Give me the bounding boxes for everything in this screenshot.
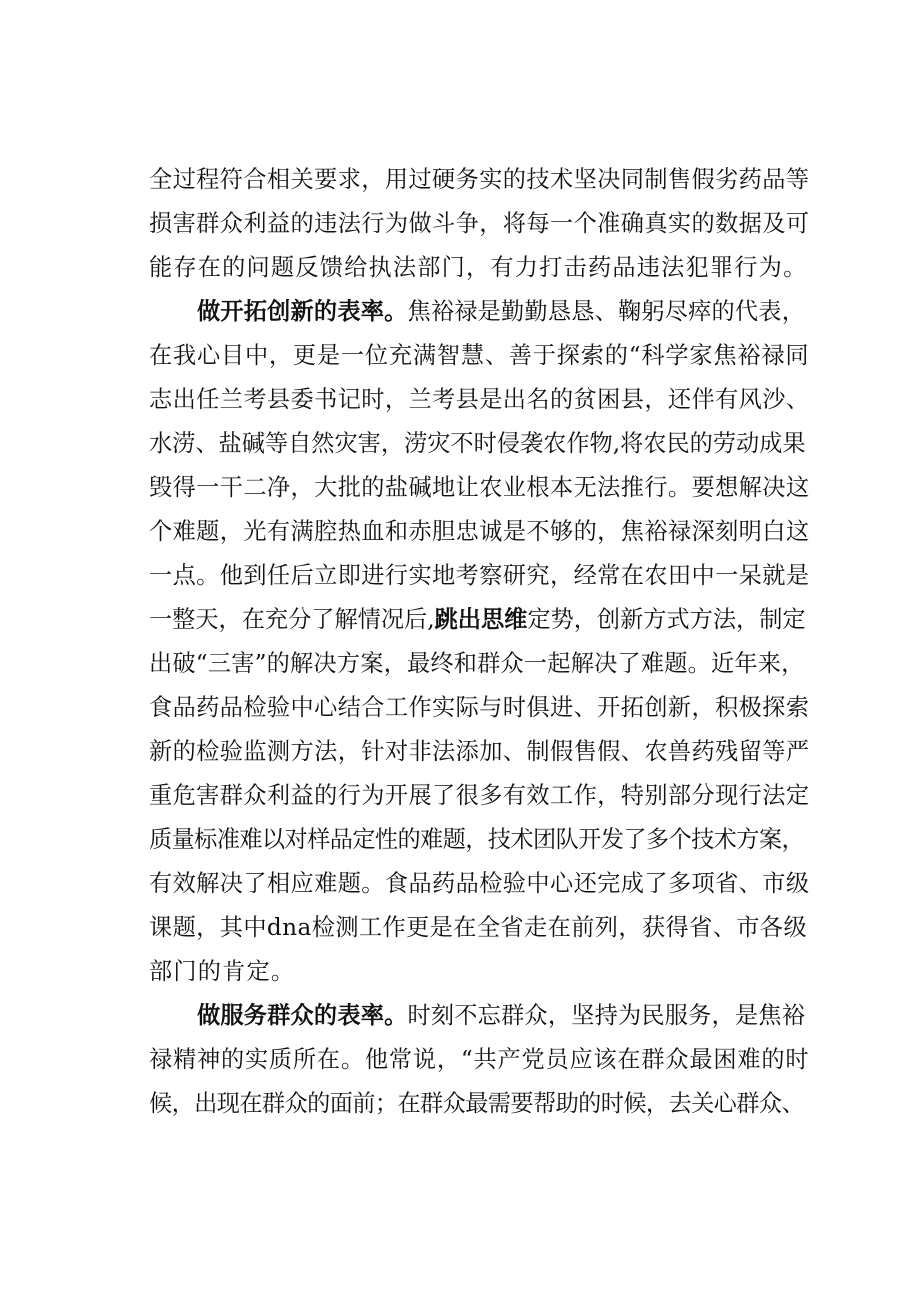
text-line: 做开拓创新的表率。焦裕禄是勤勤恳恳、鞠躬尽瘁的代表， <box>197 298 806 325</box>
text-line: 毁得一干二净，大批的盐碱地让农业根本无法推行。要想解决这 <box>149 474 810 501</box>
text-line: 部门的肯定。 <box>149 958 296 985</box>
text-line: 候，出现在群众的面前；在群众最需要帮助的时候，去关心群众、 <box>149 1090 805 1117</box>
paragraph-heading: 做服务群众的表率。 <box>197 1002 408 1029</box>
text-line: 新的检验监测方法，针对非法添加、制假售假、农兽药残留等严 <box>149 738 810 765</box>
text-line: 损害群众利益的违法行为做斗争，将每一个准确真实的数据及可 <box>149 210 810 237</box>
text-line: 一点。他到任后立即进行实地考察研究，经常在农田中一呆就是 <box>149 562 810 589</box>
text-line: 个难题，光有满腔热血和赤胆忠诚是不够的，焦裕禄深刻明白这 <box>149 518 810 545</box>
text-line: 禄精神的实质所在。他常说，“共产党员应该在群众最困难的时 <box>149 1046 810 1073</box>
text-line: 全过程符合相关要求，用过硬务实的技术坚决同制售假劣药品等 <box>149 166 810 193</box>
text-line: 能存在的问题反馈给执法部门，有力打击药品违法犯罪行为。 <box>149 254 808 281</box>
text-line: 质量标准难以对样品定性的难题，技术团队开发了多个技术方案， <box>149 826 805 853</box>
paragraph-heading: 做开拓创新的表率。 <box>197 298 408 325</box>
text-line: 一整天，在充分了解情况后,跳出思维定势，创新方式方法，制定 <box>149 606 806 633</box>
text-line: 在我心目中，更是一位充满智慧、善于探索的“科学家焦裕禄同 <box>149 342 810 369</box>
text-line: 水涝、盐碱等自然灾害，涝灾不时侵袭农作物,将农民的劳动成果 <box>149 430 806 457</box>
text-line: 课题，其中dna检测工作更是在全省走在前列，获得省、市各级 <box>149 914 808 941</box>
text-line: 做服务群众的表率。时刻不忘群众，坚持为民服务，是焦裕 <box>197 1002 806 1029</box>
text-line: 志出任兰考县委书记时，兰考县是出名的贫困县，还伴有风沙、 <box>149 386 810 413</box>
emphasis-text: 跳出思维 <box>434 606 528 633</box>
text-line: 重危害群众利益的行为开展了很多有效工作，特别部分现行法定 <box>149 782 810 809</box>
text-line: 有效解决了相应难题。食品药品检验中心还完成了多项省、市级 <box>149 870 810 897</box>
text-line: 食品药品检验中心结合工作实际与时俱进、开拓创新，积极探索 <box>149 694 810 721</box>
text-line: 出破“三害”的解决方案，最终和群众一起解决了难题。近年来， <box>149 650 805 677</box>
